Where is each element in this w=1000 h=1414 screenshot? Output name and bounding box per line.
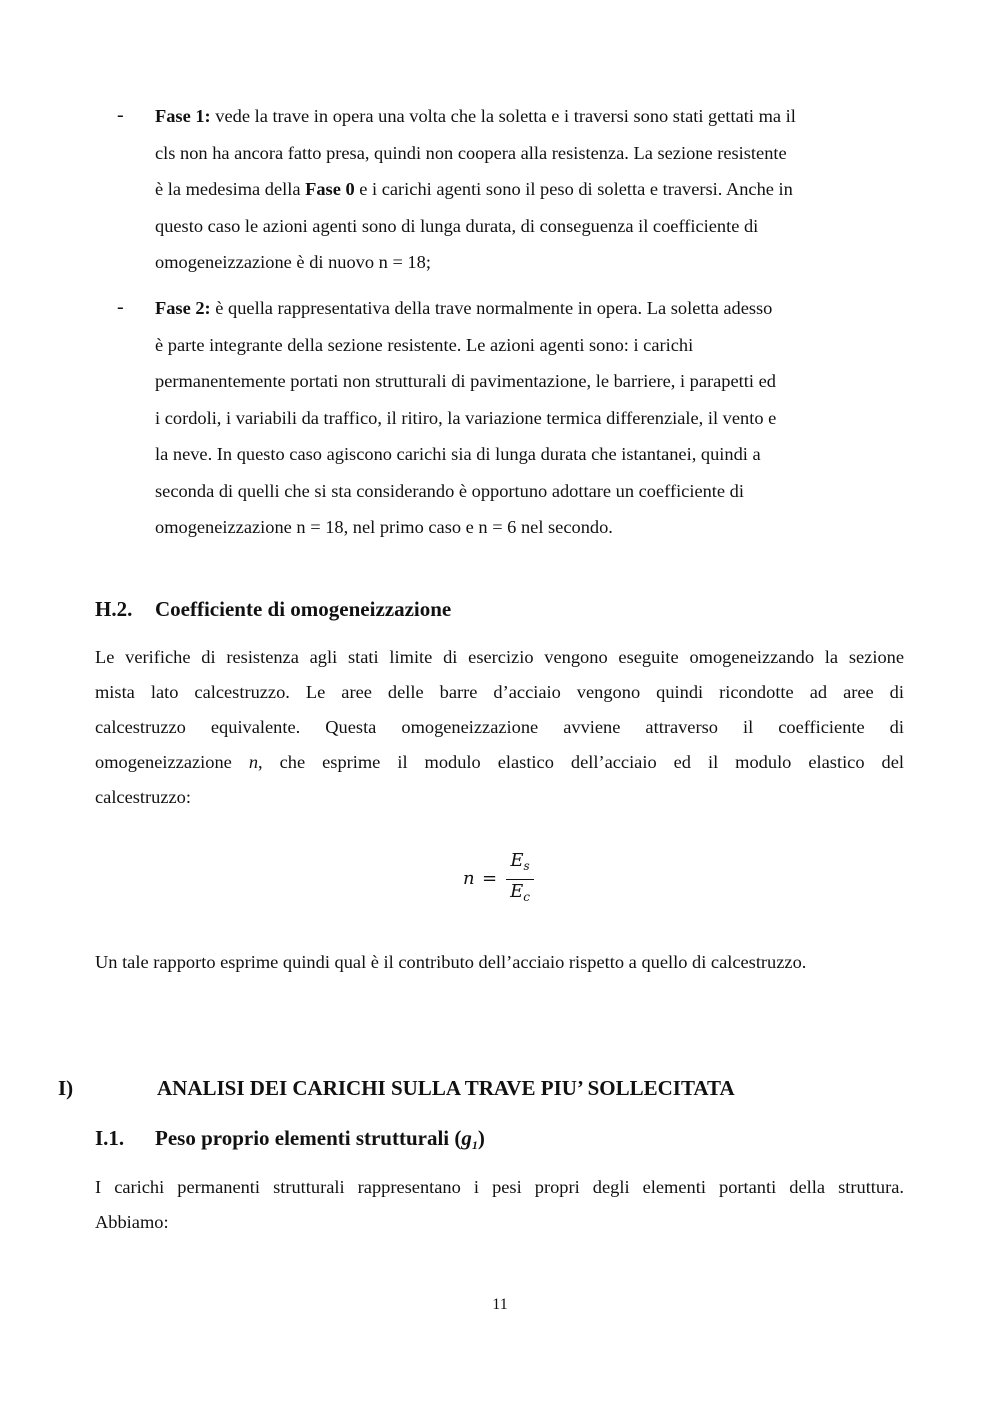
section-title: [155, 1126, 485, 1153]
bold-term: Fase 1:: [155, 106, 211, 126]
bold-term: Fase 0: [305, 179, 355, 199]
text-line: [155, 327, 870, 364]
text-line: [155, 135, 870, 172]
paragraph: [95, 1170, 904, 1240]
text-line: [155, 436, 870, 473]
text-line: Abbiamo:: [95, 1212, 169, 1232]
text-run: è quella rappresentativa della trave normalmente in opera. La soletta adesso: [210, 298, 773, 318]
text-run: omogeneizzazione n = 18, nel primo caso e n = 6 nel secondo.: [155, 517, 613, 537]
variable-g: g: [461, 1126, 472, 1150]
chapter-title: ANALISI DEI CARICHI SULLA TRAVE PIU’ SOLLECITATA: [157, 1076, 735, 1100]
list-item-fase-2: [155, 290, 870, 546]
text-run: è parte integrante della sezione resistente. Le azioni agenti sono: i carichi: [155, 334, 694, 355]
text-run: omogeneizzazione: [95, 752, 249, 772]
formula-denominator: [503, 881, 537, 904]
formula-symbol: E: [510, 850, 524, 871]
list-bullet: -: [117, 296, 124, 318]
text-line: [155, 400, 870, 437]
text-line: calcestruzzo:: [95, 787, 191, 807]
text-line: [95, 745, 904, 780]
text-line: calcestruzzo equivalente. Questa omogeneizzazione avviene attraverso il coefficiente di: [95, 717, 904, 737]
text-run: ): [477, 1126, 485, 1150]
text-run: omogeneizzazione è di nuovo n = 18;: [155, 252, 431, 272]
formula-subscript: s: [523, 859, 530, 873]
formula-lhs: n: [463, 868, 475, 889]
text-run: vede la trave in opera una volta che la soletta e i traversi sono stati gettati ma il: [210, 106, 796, 126]
formula: [460, 850, 540, 910]
text-run: questo caso le azioni agenti sono di lunga durata, di conseguenza il coefficiente di: [155, 215, 759, 236]
section-number: H.2.: [95, 597, 133, 621]
fraction-bar: [506, 879, 534, 880]
text-line: [155, 244, 870, 281]
text-run: cls non ha ancora fatto presa, quindi non coopera alla resistenza. La sezione resistente: [155, 142, 787, 163]
variable-n: n: [248, 752, 259, 772]
text-line: [155, 171, 870, 208]
formula-subscript: c: [523, 890, 530, 904]
text-line: [155, 473, 870, 510]
list-item-fase-1: [155, 98, 870, 281]
formula-numerator: [503, 850, 537, 873]
formula-symbol: E: [510, 881, 524, 902]
text-line: mista lato calcestruzzo. Le aree delle barre d’acciaio vengono quindi ricondotte ad aree di: [95, 682, 904, 702]
bold-term: Fase 2:: [155, 298, 211, 318]
text-run: Peso proprio elementi strutturali (: [155, 1126, 462, 1150]
section-number: I.1.: [95, 1126, 125, 1150]
formula-equals: =: [482, 868, 498, 889]
text-run: , che esprime il modulo elastico dell’acciaio ed il modulo elastico del: [258, 752, 904, 772]
text-line: Le verifiche di resistenza agli stati limite di esercizio vengono eseguite omogeneizzando la sezione: [95, 647, 904, 667]
text-line: [155, 208, 870, 245]
paragraph: Un tale rapporto esprime quindi qual è il contributo dell’acciaio rispetto a quello di calcestruzzo.: [95, 952, 807, 972]
text-run: i cordoli, i variabili da traffico, il ritiro, la variazione termica differenziale, il vento e: [155, 407, 777, 428]
subscript: 1: [471, 1138, 478, 1152]
text-run: è la medesima della: [155, 179, 306, 199]
text-line: [155, 363, 870, 400]
text-run: e i carichi agenti sono il peso di soletta e traversi. Anche in: [354, 179, 793, 199]
text-run: la neve. In questo caso agiscono carichi sia di lunga durata che istantanei, quindi a: [155, 444, 761, 464]
chapter-number: I): [58, 1076, 74, 1100]
text-line: [155, 509, 870, 546]
page-number: 11: [492, 1296, 508, 1313]
text-run: seconda di quelli che si sta considerando è opportuno adottare un coefficiente di: [155, 480, 744, 501]
text-line: I carichi permanenti strutturali rappresentano i pesi propri degli elementi portanti della struttura.: [95, 1177, 904, 1197]
text-run: permanentemente portati non strutturali di pavimentazione, le barriere, i parapetti ed: [155, 371, 776, 391]
text-line: [155, 290, 870, 327]
list-bullet: -: [117, 104, 124, 126]
text-line: [155, 98, 870, 135]
paragraph: [95, 640, 904, 815]
section-title: Coefficiente di omogeneizzazione: [155, 597, 452, 621]
